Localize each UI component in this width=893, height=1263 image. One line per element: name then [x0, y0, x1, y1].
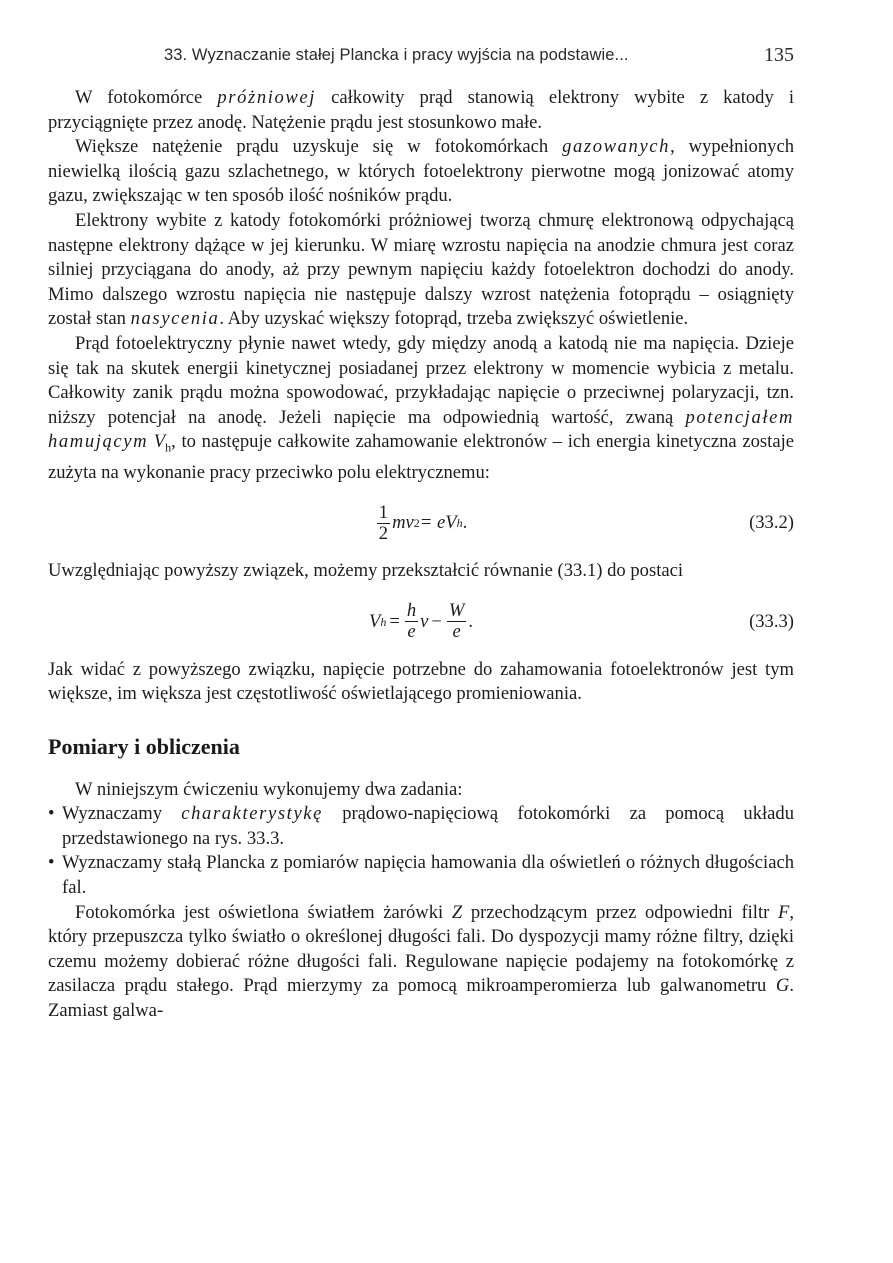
symbol-bulb: Z [451, 901, 463, 923]
text-run: Elektrony wybite z katody fotokomórki próżniowej tworzą chmurę elektronową odpychającą następne elektrony dążące w jej kierunku. W miarę wzrostu napięcia na anodzie chmura jest coraz silniej przyciągana do anody, aż przy pewnym napięciu każdy fotoelektron dochodzi do anody. Mimo dalszego wzrostu napięcia nie następuje dalszy wzrost natężenia fotoprądu – osiągnięty został stan [48, 209, 794, 330]
fraction-denominator: 2 [378, 522, 389, 544]
text-run: Wyznaczamy [62, 803, 182, 825]
emphasis-term: nasycenia [130, 308, 220, 330]
task-item [48, 802, 794, 851]
paragraph-saturation [48, 209, 794, 332]
text-run: Fotokomórka jest oświetlona światłem żarówki [75, 901, 452, 923]
text-run: Wyznaczamy stałą Plancka z pomiarów napięcia hamowania dla oświetleń o różnych długościach fal. [62, 852, 794, 898]
equation-formula [48, 493, 794, 553]
paragraph-gas-photocell [48, 135, 794, 209]
task-list [48, 802, 794, 900]
emphasis-term: próżniowej [217, 87, 317, 108]
fraction-numerator: 1 [378, 501, 389, 523]
formula-subscript: h [380, 614, 387, 629]
symbol-galvanometer: G [775, 975, 790, 997]
emphasis-term: charakterystykę [181, 803, 323, 825]
text-run: Większe natężenie prądu uzyskuje się w fotokomórkach [75, 136, 563, 158]
formula-equals: = [389, 610, 400, 632]
text-run: W fotokomórce [75, 87, 218, 108]
formula-lhs: V [368, 610, 381, 632]
text-run: , który przepuszcza tylko światło o określonej długości fali. Do dyspozycji mamy różne filtry, dzięki czemu możemy dobierać różne długości fali. Regulowane napięcie podajemy na fotokomórkę z zasilacza prądu stałego. Prąd mierzymy za pomocą mikroamperomierza lub galwanometru [48, 901, 794, 997]
formula-minus: − [431, 610, 442, 632]
text-run: całkowity prąd stanowią elektrony wybite z katody i przyciągnięte przez anodę. Natężenie prądu jest stosunkowo małe. [48, 87, 795, 133]
text-run: prądowo-napięciową fotokomórki za pomocą układu przedstawionego na rys. 33.3. [62, 803, 795, 849]
fraction-h-over-e [405, 601, 418, 642]
fraction-numerator: W [448, 600, 465, 622]
equation-number: (33.3) [749, 610, 794, 632]
text-run: Jak widać z powyższego związku, napięcie potrzebne do zahamowania fotoelektronów jest tym większe, im większa jest częstotliwość oświetlającego promieniowania. [48, 658, 794, 705]
fraction-denominator: e [452, 621, 461, 643]
section-heading: Pomiary i obliczenia [48, 734, 240, 759]
formula-nu: ν [420, 610, 429, 632]
fraction-w-over-e [447, 601, 467, 642]
paragraph-vacuum-photocell [48, 86, 794, 135]
equation-formula [48, 592, 794, 652]
formula-rhs: = eV [419, 511, 457, 533]
symbol-filter: F [777, 901, 790, 923]
paragraph-transform [48, 559, 794, 584]
fraction-one-half [377, 503, 390, 544]
running-head-title: 33. Wyznaczanie stałej Plancka i pracy wyjścia na podstawie... [164, 46, 629, 64]
text-run: , wypełnionych niewielką ilością gazu szlachetnego, w których fotoelektrony pierwotne mogą jonizować atomy gazu, zwiększając w ten sposób ilość nośników prądu. [48, 136, 794, 207]
running-head [164, 44, 794, 68]
formula-subscript: h [456, 515, 463, 530]
text-run: , to następuje całkowite zahamowanie elektronów – ich energia kinetyczna zostaje zużyta na wykonanie pracy przeciwko polu elektrycznemu: [48, 431, 794, 483]
text-run: Prąd fotoelektryczny płynie nawet wtedy, gdy między anodą a katodą nie ma napięcia. Dzieje się tak na skutek energii kinetycznej posiadanej przez elektrony w momencie wybicia z metalu. Całkowity zanik prądu można spowodować, przykładając napięcie o przeciwnej polaryzacji, tzn. niższy potencjał na anodę. Jeżeli napięcie ma odpowiednią wartość, zwaną [48, 332, 794, 428]
emphasis-term: potencjałem hamującym [48, 406, 794, 453]
formula-period: . [462, 511, 468, 533]
equation-number: (33.2) [749, 512, 794, 534]
paragraph-stopping-potential [48, 332, 794, 485]
emphasis-term: gazowanych [562, 136, 671, 158]
text-run: W niniejszym ćwiczeniu wykonujemy dwa zadania: [75, 778, 463, 800]
formula-period: . [468, 610, 474, 632]
symbol-v: V [148, 431, 166, 453]
text-run: Uwzględniając powyższy związek, możemy przekształcić równanie (33.1) do postaci [48, 560, 684, 582]
paragraph-conclusion [48, 658, 794, 707]
page-number: 135 [764, 44, 794, 66]
task-item [48, 851, 794, 900]
formula-mv: mv [392, 511, 414, 533]
equation-33-3 [48, 592, 794, 652]
fraction-denominator: e [407, 621, 416, 643]
body-text [48, 86, 794, 1024]
text-run: przechodzącym przez odpowiedni filtr [462, 901, 778, 923]
fraction-numerator: h [406, 600, 417, 622]
text-run: . Aby uzyskać większy fotoprąd, trzeba zwiększyć oświetlenie. [219, 308, 689, 330]
formula-exponent: 2 [413, 515, 420, 530]
tasks-intro [48, 778, 794, 803]
symbol-subscript: h [165, 441, 172, 456]
paragraph-setup [48, 901, 794, 1024]
equation-33-2 [48, 493, 794, 553]
text-run: . Zamiast galwa- [48, 975, 794, 1021]
